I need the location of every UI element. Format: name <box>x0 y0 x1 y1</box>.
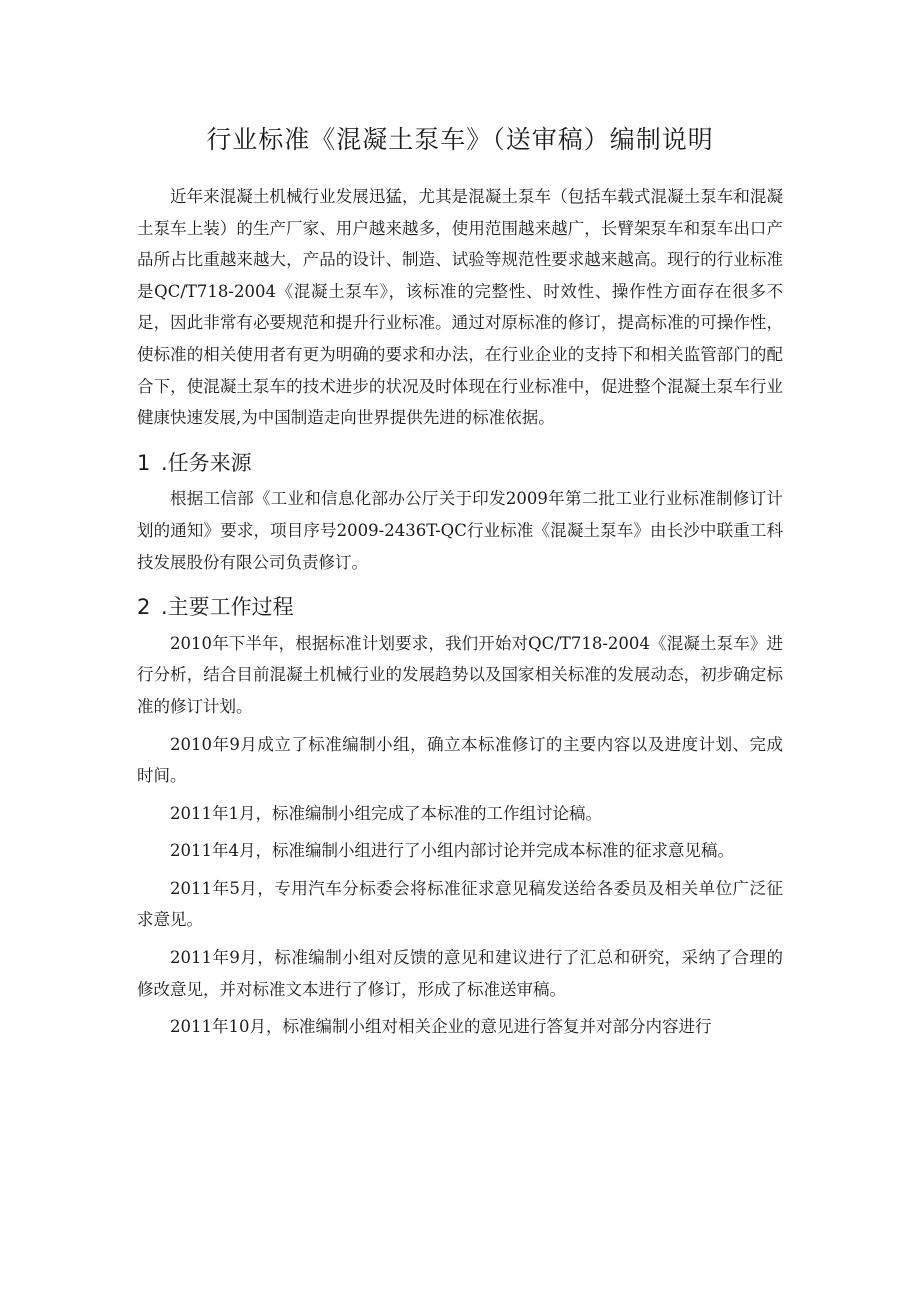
section-1-title: .任务来源 <box>161 450 252 475</box>
section-2-paragraph-2: 2010年9月成立了标准编制小组，确立本标准修订的主要内容以及进度计划、完成时间。 <box>137 734 783 786</box>
document-body <box>137 181 783 1043</box>
section-2-paragraph-7: 2011年10月，标准编制小组对相关企业的意见进行答复并对部分内容进行 <box>170 1017 712 1037</box>
section-1-heading <box>137 448 783 480</box>
section-2-paragraph-1: 2010年下半年，根据标准计划要求，我们开始对QC/T718-2004《混凝土泵车》进行分析，结合目前混凝土机械行业的发展趋势以及国家相关标准的发展动态，初步确定标准的修订计划。 <box>137 633 783 716</box>
section-2-paragraph-4: 2011年4月，标准编制小组进行了小组内部讨论并完成本标准的征求意见稿。 <box>170 841 734 861</box>
section-2-paragraph-5: 2011年5月，专用汽车分标委会将标准征求意见稿发送给各委员及相关单位广泛征求意见。 <box>137 878 783 930</box>
section-1-number: 1 <box>137 450 151 475</box>
section-2-heading <box>137 592 783 624</box>
section-2-paragraph-3: 2011年1月，标准编制小组完成了本标准的工作组讨论稿。 <box>170 803 602 823</box>
document-title: 行业标准《混凝土泵车》（送审稿）编制说明 <box>206 125 714 154</box>
section-2-title: .主要工作过程 <box>161 595 294 620</box>
section-2-paragraph-6: 2011年9月，标准编制小组对反馈的意见和建议进行了汇总和研究，采纳了合理的修改意见，并对标准文本进行了修订，形成了标准送审稿。 <box>137 948 783 999</box>
intro-paragraph: 近年来混凝土机械行业发展迅猛，尤其是混凝土泵车（包括车载式混凝土泵车和混凝土泵车上装）的生产厂家、用户越来越多，使用范围越来越广，长臂架泵车和泵车出口产品所占比重越来越大，产品的设计、制造、试验等规范性要求越来越高。现行的行业标准是QC/T718-2004《混凝土泵车》，该标准的完整性、时效性、操作性方面存在很多不足，因此非常有必要规范和提升行业标准。通过对原标准的修订，提高标准的可操作性，使标准的相关使用者有更为明确的要求和办法，在行业企业的支持下和相关监管部门的配合下，使混凝土泵车的技术进步的状况及时体现在行业标准中，促进整个混凝土泵车行业健康快速发展,为中国制造走向世界提供先进的标准依据。 <box>137 187 783 428</box>
section-1-paragraph: 根据工信部《工业和信息化部办公厅关于印发2009年第二批工业行业标准制修订计划的通知》要求，项目序号2009-2436T-QC行业标准《混凝土泵车》由长沙中联重工科技发展股份有限公司负责修订。 <box>137 489 783 572</box>
section-2-number: 2 <box>137 595 151 620</box>
